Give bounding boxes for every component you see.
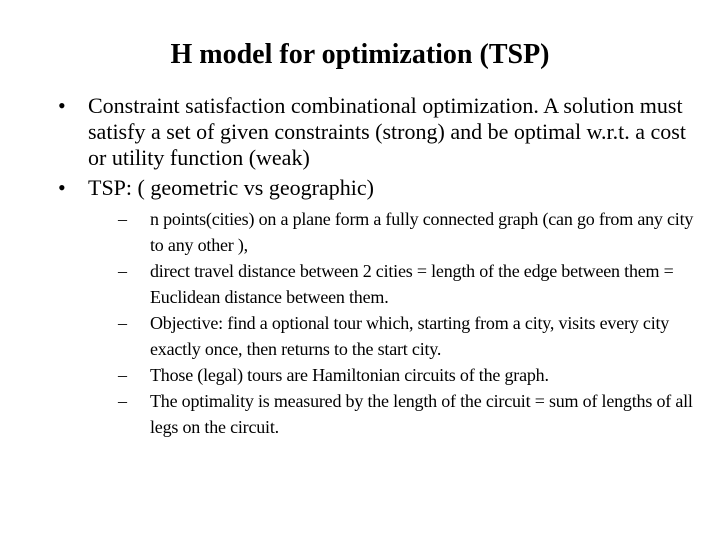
sub-bullet-text: Those (legal) tours are Hamiltonian circuits of the graph.	[150, 365, 549, 385]
sub-bullet-marker: –	[118, 313, 127, 333]
sub-bullet-item	[118, 310, 698, 362]
bullet-marker: •	[58, 175, 66, 200]
sub-bullet-item	[118, 362, 698, 388]
bullet-item	[58, 175, 698, 440]
sub-bullet-list	[88, 206, 698, 440]
slide-title: H model for optimization (TSP)	[170, 39, 550, 70]
sub-bullet-text: Objective: find a optional tour which, starting from a city, visits every city exactly once, then returns to the start city.	[150, 313, 670, 359]
sub-bullet-marker: –	[118, 391, 127, 411]
sub-bullet-marker: –	[118, 209, 127, 229]
bullet-item	[58, 93, 698, 171]
sub-bullet-marker: –	[118, 365, 127, 385]
bullet-text: TSP: ( geometric vs geographic)	[88, 175, 374, 200]
bullet-list	[58, 93, 698, 440]
sub-bullet-text: direct travel distance between 2 cities = length of the edge between them = Euclidean distance between them.	[150, 261, 674, 307]
bullet-text: Constraint satisfaction combinational optimization. A solution must satisfy a set of given constraints (strong) and be optimal w.r.t. a cost or utility function (weak)	[88, 93, 686, 170]
sub-bullet-marker: –	[118, 261, 127, 281]
bullet-marker: •	[58, 93, 66, 118]
sub-bullet-text: n points(cities) on a plane form a fully connected graph (can go from any city to any other ),	[150, 209, 694, 255]
sub-bullet-item	[118, 258, 698, 310]
sub-bullet-text: The optimality is measured by the length of the circuit = sum of lengths of all legs on the circuit.	[150, 391, 693, 437]
sub-bullet-item	[118, 388, 698, 440]
sub-bullet-item	[118, 206, 698, 258]
